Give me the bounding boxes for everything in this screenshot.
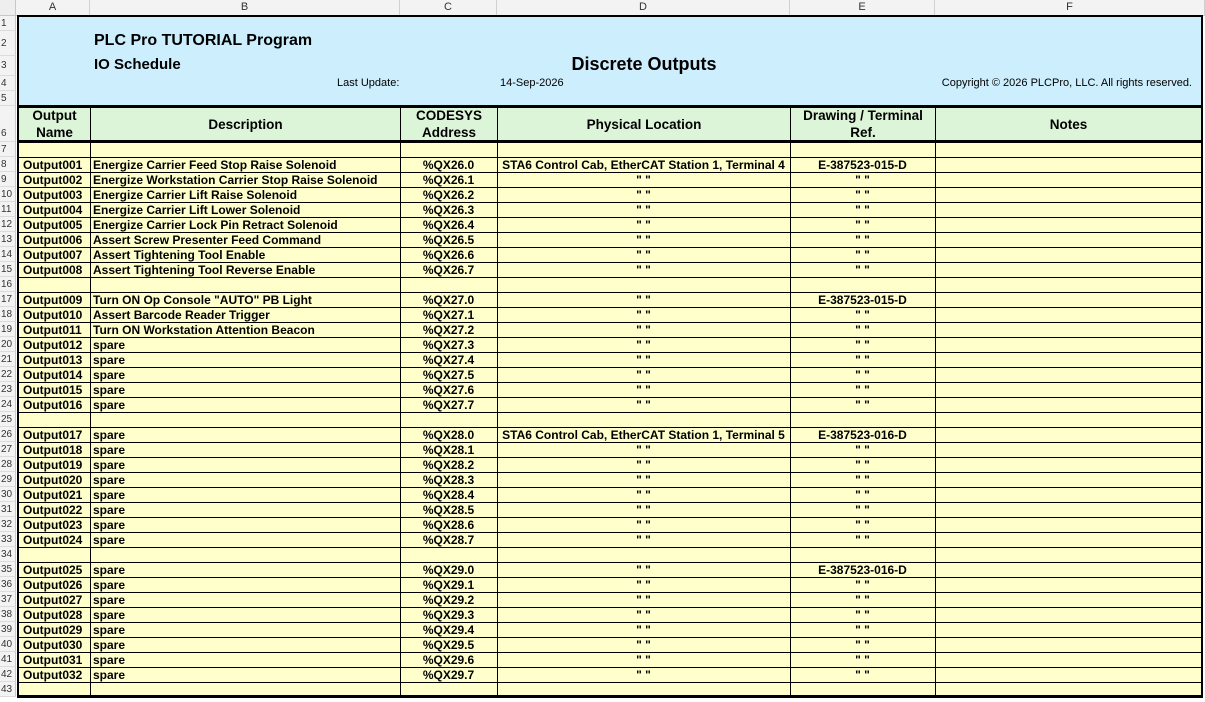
row-number[interactable]: 11 <box>0 202 16 217</box>
header-address[interactable]: CODESYS Address <box>401 105 498 143</box>
description-cell[interactable]: Assert Screw Presenter Feed Command <box>93 233 322 247</box>
program-title: PLC Pro TUTORIAL Program <box>94 32 313 49</box>
column-header-d[interactable]: D <box>497 0 790 15</box>
output-name-cell[interactable]: Output012 <box>23 338 83 352</box>
location-cell[interactable]: " " <box>636 233 651 247</box>
location-cell[interactable]: " " <box>636 248 651 262</box>
output-name-cell[interactable]: Output001 <box>23 158 83 172</box>
drawing-ref-cell[interactable]: " " <box>855 233 870 247</box>
description-cell[interactable]: spare <box>93 503 126 517</box>
drawing-ref-cell[interactable]: " " <box>855 608 870 622</box>
drawing-ref-cell[interactable]: E-387523-016-D <box>818 428 907 442</box>
description-cell[interactable]: Turn ON Op Console "AUTO" PB Light <box>93 293 312 307</box>
output-name-cell[interactable]: Output005 <box>23 218 83 232</box>
drawing-ref-cell[interactable]: " " <box>855 593 870 607</box>
description-cell[interactable]: Energize Carrier Lock Pin Retract Solenoid <box>93 218 338 232</box>
header-location[interactable]: Physical Location <box>498 105 791 143</box>
address-cell[interactable]: %QX27.0 <box>422 293 475 307</box>
row-number[interactable]: 18 <box>0 307 16 322</box>
row-number[interactable]: 38 <box>0 607 16 622</box>
row-number[interactable]: 10 <box>0 187 16 202</box>
location-cell[interactable]: " " <box>636 593 651 607</box>
drawing-ref-cell[interactable]: " " <box>855 458 870 472</box>
drawing-ref-cell[interactable]: " " <box>855 203 870 217</box>
address-cell[interactable]: %QX26.3 <box>422 203 475 217</box>
row-number[interactable]: 32 <box>0 517 16 532</box>
address-cell[interactable]: %QX28.7 <box>422 533 475 547</box>
output-name-cell[interactable]: Output008 <box>23 263 83 277</box>
output-name-cell[interactable]: Output004 <box>23 203 83 217</box>
description-cell[interactable]: spare <box>93 338 126 352</box>
address-cell[interactable]: %QX28.1 <box>422 443 475 457</box>
drawing-ref-cell[interactable]: " " <box>855 218 870 232</box>
address-cell[interactable]: %QX29.1 <box>422 578 475 592</box>
location-cell[interactable]: " " <box>636 353 651 367</box>
address-cell[interactable]: %QX29.5 <box>422 638 475 652</box>
location-cell[interactable]: STA6 Control Cab, EtherCAT Station 1, Terminal 4 <box>502 158 785 172</box>
description-cell[interactable]: spare <box>93 458 126 472</box>
output-name-cell[interactable]: Output011 <box>23 323 82 337</box>
header-notes[interactable]: Notes <box>936 105 1203 143</box>
address-cell[interactable]: %QX26.4 <box>422 218 475 232</box>
copyright-notice: Copyright © 2026 PLCPro, LLC. All rights reserved. <box>941 77 1192 89</box>
row-number[interactable]: 1 <box>0 16 16 31</box>
row-number[interactable]: 29 <box>0 472 16 487</box>
drawing-ref-cell[interactable]: " " <box>855 248 870 262</box>
location-cell[interactable]: " " <box>636 203 651 217</box>
column-header-c[interactable]: C <box>400 0 497 15</box>
address-cell[interactable]: %QX26.7 <box>422 263 475 277</box>
location-cell[interactable]: " " <box>636 458 651 472</box>
output-name-cell[interactable]: Output017 <box>23 428 83 442</box>
row-number[interactable]: 16 <box>0 277 16 292</box>
description-cell[interactable]: Turn ON Workstation Attention Beacon <box>93 323 315 337</box>
address-cell[interactable]: %QX28.6 <box>422 518 475 532</box>
column-header-f[interactable]: F <box>935 0 1205 15</box>
column-divider <box>90 105 91 698</box>
address-cell[interactable]: %QX26.1 <box>422 173 475 187</box>
drawing-ref-cell[interactable]: " " <box>855 398 870 412</box>
description-cell[interactable]: Energize Carrier Lift Lower Solenoid <box>93 203 301 217</box>
row-number[interactable]: 31 <box>0 502 16 517</box>
output-name-cell[interactable]: Output028 <box>23 608 83 622</box>
location-cell[interactable]: " " <box>636 578 651 592</box>
location-cell[interactable]: " " <box>636 518 651 532</box>
row-number[interactable]: 12 <box>0 217 16 232</box>
drawing-ref-cell[interactable]: " " <box>855 623 870 637</box>
row-number[interactable]: 27 <box>0 442 16 457</box>
location-cell[interactable]: " " <box>636 443 651 457</box>
row-number[interactable]: 21 <box>0 352 16 367</box>
row-number[interactable]: 14 <box>0 247 16 262</box>
row-number[interactable]: 25 <box>0 412 16 427</box>
row-number[interactable]: 34 <box>0 547 16 562</box>
row-number[interactable]: 5 <box>0 91 16 106</box>
description-cell[interactable]: Assert Barcode Reader Trigger <box>93 308 270 322</box>
schedule-title: IO Schedule <box>94 56 181 73</box>
description-cell[interactable]: spare <box>93 488 126 502</box>
select-all-corner[interactable] <box>0 0 16 15</box>
drawing-ref-cell[interactable]: E-387523-016-D <box>818 563 907 577</box>
row-number[interactable]: 4 <box>0 76 16 91</box>
output-name-cell[interactable]: Output025 <box>23 563 83 577</box>
drawing-ref-cell[interactable]: " " <box>855 173 870 187</box>
column-divider <box>935 105 936 698</box>
address-cell[interactable]: %QX29.6 <box>422 653 475 667</box>
location-cell[interactable]: " " <box>636 293 651 307</box>
output-name-cell[interactable]: Output014 <box>23 368 83 382</box>
output-name-cell[interactable]: Output016 <box>23 398 83 412</box>
drawing-ref-cell[interactable]: " " <box>855 443 870 457</box>
row-number[interactable]: 24 <box>0 397 16 412</box>
row-number[interactable]: 22 <box>0 367 16 382</box>
row-number[interactable]: 35 <box>0 562 16 577</box>
output-name-cell[interactable]: Output031 <box>23 653 83 667</box>
output-name-cell[interactable]: Output032 <box>23 668 83 682</box>
address-cell[interactable]: %QX29.0 <box>422 563 475 577</box>
address-cell[interactable]: %QX28.2 <box>422 458 475 472</box>
description-cell[interactable]: spare <box>93 608 126 622</box>
location-cell[interactable]: " " <box>636 638 651 652</box>
description-cell[interactable]: spare <box>93 578 126 592</box>
drawing-ref-cell[interactable]: " " <box>855 638 870 652</box>
output-name-cell[interactable]: Output009 <box>23 293 83 307</box>
location-cell[interactable]: " " <box>636 653 651 667</box>
output-name-cell[interactable]: Output015 <box>23 383 83 397</box>
output-name-cell[interactable]: Output019 <box>23 458 83 472</box>
drawing-ref-cell[interactable]: " " <box>855 368 870 382</box>
drawing-ref-cell[interactable]: " " <box>855 653 870 667</box>
location-cell[interactable]: " " <box>636 503 651 517</box>
output-name-cell[interactable]: Output027 <box>23 593 83 607</box>
row-number[interactable]: 2 <box>0 31 16 56</box>
output-name-cell[interactable]: Output018 <box>23 443 83 457</box>
output-name-cell[interactable]: Output007 <box>23 248 83 262</box>
sheet-title: Discrete Outputs <box>571 54 717 74</box>
description-cell[interactable]: spare <box>93 668 126 682</box>
output-name-cell[interactable]: Output024 <box>23 533 83 547</box>
header-description[interactable]: Description <box>91 105 401 143</box>
address-cell[interactable]: %QX27.3 <box>422 338 475 352</box>
address-cell[interactable]: %QX26.2 <box>422 188 475 202</box>
description-cell[interactable]: spare <box>93 533 126 547</box>
location-cell[interactable]: " " <box>636 338 651 352</box>
drawing-ref-cell[interactable]: " " <box>855 323 870 337</box>
row-number[interactable]: 9 <box>0 172 16 187</box>
description-cell[interactable]: spare <box>93 593 126 607</box>
description-cell[interactable]: spare <box>93 368 126 382</box>
column-header-a[interactable]: A <box>16 0 90 15</box>
output-name-cell[interactable]: Output006 <box>23 233 83 247</box>
location-cell[interactable]: STA6 Control Cab, EtherCAT Station 1, Terminal 5 <box>502 428 785 442</box>
row-number[interactable]: 36 <box>0 577 16 592</box>
location-cell[interactable]: " " <box>636 398 651 412</box>
row-number[interactable]: 33 <box>0 532 16 547</box>
row-number[interactable]: 40 <box>0 637 16 652</box>
drawing-ref-cell[interactable]: " " <box>855 338 870 352</box>
description-cell[interactable]: Energize Workstation Carrier Stop Raise Solenoid <box>93 173 378 187</box>
address-cell[interactable]: %QX26.5 <box>422 233 475 247</box>
drawing-ref-cell[interactable]: " " <box>855 308 870 322</box>
location-cell[interactable]: " " <box>636 188 651 202</box>
row-number[interactable]: 13 <box>0 232 16 247</box>
column-header-b[interactable]: B <box>90 0 400 15</box>
address-cell[interactable]: %QX27.2 <box>422 323 475 337</box>
last-update-label: Last Update: <box>337 77 400 89</box>
row-number[interactable]: 19 <box>0 322 16 337</box>
output-name-cell[interactable]: Output002 <box>23 173 83 187</box>
address-cell[interactable]: %QX29.2 <box>422 593 475 607</box>
output-name-cell[interactable]: Output013 <box>23 353 83 367</box>
description-cell[interactable]: Assert Tightening Tool Reverse Enable <box>93 263 316 277</box>
header-output-name[interactable]: Output Name <box>17 105 91 143</box>
output-name-cell[interactable]: Output026 <box>23 578 83 592</box>
address-cell[interactable]: %QX27.7 <box>422 398 475 412</box>
description-cell[interactable]: spare <box>93 518 126 532</box>
address-cell[interactable]: %QX27.1 <box>422 308 475 322</box>
location-cell[interactable]: " " <box>636 308 651 322</box>
description-cell[interactable]: spare <box>93 443 126 457</box>
row-number[interactable]: 17 <box>0 292 16 307</box>
drawing-ref-cell[interactable]: " " <box>855 353 870 367</box>
location-cell[interactable]: " " <box>636 623 651 637</box>
location-cell[interactable]: " " <box>636 368 651 382</box>
row-number[interactable]: 6 <box>0 106 16 142</box>
row-number[interactable]: 7 <box>0 142 16 157</box>
location-cell[interactable]: " " <box>636 488 651 502</box>
address-cell[interactable]: %QX27.6 <box>422 383 475 397</box>
column-header-strip <box>0 0 1205 16</box>
output-name-cell[interactable]: Output023 <box>23 518 83 532</box>
column-header-e[interactable]: E <box>790 0 935 15</box>
description-cell[interactable]: spare <box>93 428 126 442</box>
drawing-ref-cell[interactable]: " " <box>855 383 870 397</box>
drawing-ref-cell[interactable]: " " <box>855 263 870 277</box>
row-number[interactable]: 8 <box>0 157 16 172</box>
drawing-ref-cell[interactable]: " " <box>855 518 870 532</box>
drawing-ref-cell[interactable]: E-387523-015-D <box>818 293 907 307</box>
description-cell[interactable]: spare <box>93 563 126 577</box>
description-cell[interactable]: Energize Carrier Feed Stop Raise Solenoid <box>93 158 337 172</box>
address-cell[interactable]: %QX29.4 <box>422 623 475 637</box>
description-cell[interactable]: spare <box>93 653 126 667</box>
last-update-value[interactable]: 14-Sep-2026 <box>500 77 564 89</box>
location-cell[interactable]: " " <box>636 323 651 337</box>
address-cell[interactable]: %QX28.3 <box>422 473 475 487</box>
address-cell[interactable]: %QX27.4 <box>422 353 475 367</box>
address-cell[interactable]: %QX27.5 <box>422 368 475 382</box>
drawing-ref-cell[interactable]: E-387523-015-D <box>818 158 907 172</box>
row-number[interactable]: 15 <box>0 262 16 277</box>
location-cell[interactable]: " " <box>636 473 651 487</box>
header-drawing-ref[interactable]: Drawing / Terminal Ref. <box>791 105 936 143</box>
location-cell[interactable]: " " <box>636 383 651 397</box>
drawing-ref-cell[interactable]: " " <box>855 668 870 682</box>
location-cell[interactable]: " " <box>636 608 651 622</box>
output-name-cell[interactable]: Output029 <box>23 623 83 637</box>
address-cell[interactable]: %QX26.0 <box>422 158 475 172</box>
row-number[interactable]: 39 <box>0 622 16 637</box>
description-cell[interactable]: spare <box>93 353 126 367</box>
address-cell[interactable]: %QX29.7 <box>422 668 475 682</box>
location-cell[interactable]: " " <box>636 563 651 577</box>
row-number[interactable]: 23 <box>0 382 16 397</box>
location-cell[interactable]: " " <box>636 173 651 187</box>
address-cell[interactable]: %QX29.3 <box>422 608 475 622</box>
location-cell[interactable]: " " <box>636 533 651 547</box>
row-number[interactable]: 42 <box>0 667 16 682</box>
drawing-ref-cell[interactable]: " " <box>855 503 870 517</box>
description-cell[interactable]: Assert Tightening Tool Enable <box>93 248 266 262</box>
row-number[interactable]: 41 <box>0 652 16 667</box>
drawing-ref-cell[interactable]: " " <box>855 188 870 202</box>
output-name-cell[interactable]: Output003 <box>23 188 83 202</box>
description-cell[interactable]: spare <box>93 473 126 487</box>
description-cell[interactable]: Energize Carrier Lift Raise Solenoid <box>93 188 298 202</box>
description-cell[interactable]: spare <box>93 398 126 412</box>
description-cell[interactable]: spare <box>93 623 126 637</box>
row-number[interactable]: 30 <box>0 487 16 502</box>
row-number[interactable]: 28 <box>0 457 16 472</box>
address-cell[interactable]: %QX26.6 <box>422 248 475 262</box>
address-cell[interactable]: %QX28.5 <box>422 503 475 517</box>
drawing-ref-cell[interactable]: " " <box>855 488 870 502</box>
row-number[interactable]: 20 <box>0 337 16 352</box>
location-cell[interactable]: " " <box>636 263 651 277</box>
location-cell[interactable]: " " <box>636 668 651 682</box>
output-name-cell[interactable]: Output021 <box>23 488 83 502</box>
row-number[interactable]: 43 <box>0 682 16 697</box>
row-number[interactable]: 3 <box>0 56 16 76</box>
row-number[interactable]: 37 <box>0 592 16 607</box>
location-cell[interactable]: " " <box>636 218 651 232</box>
drawing-ref-cell[interactable]: " " <box>855 473 870 487</box>
drawing-ref-cell[interactable]: " " <box>855 578 870 592</box>
output-name-cell[interactable]: Output010 <box>23 308 83 322</box>
drawing-ref-cell[interactable]: " " <box>855 533 870 547</box>
row-number[interactable]: 26 <box>0 427 16 442</box>
address-cell[interactable]: %QX28.0 <box>422 428 475 442</box>
description-cell[interactable]: spare <box>93 383 126 397</box>
output-name-cell[interactable]: Output030 <box>23 638 83 652</box>
description-cell[interactable]: spare <box>93 638 126 652</box>
address-cell[interactable]: %QX28.4 <box>422 488 475 502</box>
output-name-cell[interactable]: Output020 <box>23 473 83 487</box>
output-name-cell[interactable]: Output022 <box>23 503 83 517</box>
